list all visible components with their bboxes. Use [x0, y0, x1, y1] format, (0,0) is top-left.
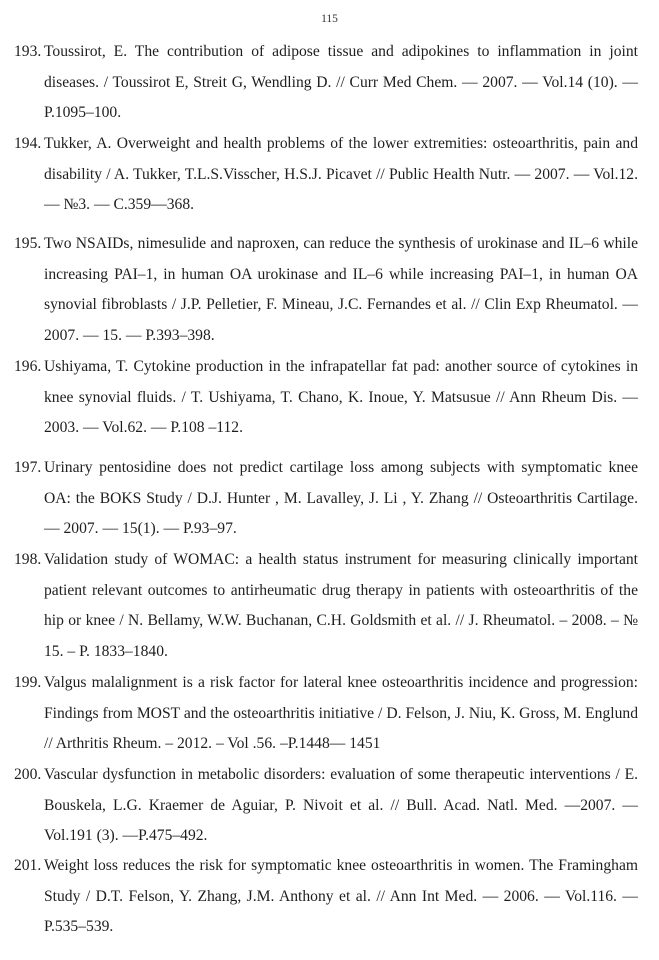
reference-number: 195.	[14, 235, 42, 252]
reference-number: 200.	[14, 766, 42, 783]
reference-193	[14, 37, 638, 129]
reference-198	[14, 545, 638, 667]
reference-text: Validation study of WOMAC: a health status instrument for measuring clinically important patient relevant outcomes to antirheumatic drug therapy in patients with osteoarthritis of the hip or knee / N. Bellamy, W.W. Buchanan, C.H. Goldsmith et al. // J. Rheumatol. – 2008. – № 15. – P. 1833–1840.	[44, 551, 638, 660]
reference-number: 193.	[14, 43, 42, 60]
reference-number: 196.	[14, 358, 42, 375]
reference-195	[14, 229, 638, 351]
reference-201	[14, 851, 638, 943]
reference-197	[14, 453, 638, 545]
reference-199	[14, 668, 638, 760]
reference-text: Tukker, A. Overweight and health problems of the lower extremities: osteoarthritis, pain and disability / A. Tukker, T.L.S.Visscher, H.S.J. Picavet // Public Health Nutr. — 2007. — Vol.12. — №3. — С.359—368.	[44, 135, 638, 213]
reference-200	[14, 760, 638, 852]
reference-text: Two NSAIDs, nimesulide and naproxen, can reduce the synthesis of urokinase and IL–6 while increasing PAI–1, in human OA urokinase and IL–6 while increasing PAI–1, in human OA synovial fibroblasts / J.P. Pelletier, F. Mineau, J.C. Fernandes et al. // Clin Exp Rheumatol. — 2007. — 15. — P.393–398.	[44, 235, 638, 344]
reference-number: 197.	[14, 459, 42, 476]
reference-196	[14, 352, 638, 444]
reference-number: 194.	[14, 135, 42, 152]
reference-text: Weight loss reduces the risk for symptomatic knee osteoarthritis in women. The Framingham Study / D.T. Felson, Y. Zhang, J.M. Anthony et al. // Ann Int Med. — 2006. — Vol.116. — P.535–539.	[44, 857, 638, 935]
reference-text: Urinary pentosidine does not predict cartilage loss among subjects with symptomatic knee OA: the BOKS Study / D.J. Hunter , M. Lavalley, J. Li , Y. Zhang // Osteoarthritis Cartilage. — 2007. — 15(1). — P.93–97.	[44, 459, 638, 537]
reference-text: Valgus malalignment is a risk factor for lateral knee osteoarthritis incidence and progression: Findings from MOST and the osteoarthritis initiative / D. Felson, J. Niu, K. Gross, M. Englund // Arthritis Rheum. – 2012. – Vol .56. –P.1448— 1451	[44, 674, 638, 752]
reference-194	[14, 129, 638, 221]
reference-number: 199.	[14, 674, 42, 691]
reference-number: 201.	[14, 857, 42, 874]
reference-text: Ushiyama, T. Cytokine production in the infrapatellar fat pad: another source of cytokines in knee synovial fluids. / T. Ushiyama, T. Chano, K. Inoue, Y. Matsusue // Ann Rheum Dis. — 2003. — Vol.62. — P.108 –112.	[44, 358, 638, 436]
reference-text: Toussirot, E. The contribution of adipose tissue and adipokines to inflammation in joint diseases. / Toussirot E, Streit G, Wendling D. // Curr Med Chem. — 2007. — Vol.14 (10). — P.1095–100.	[44, 43, 638, 121]
page-number: 115	[321, 13, 338, 25]
reference-number: 198.	[14, 551, 42, 568]
reference-text: Vascular dysfunction in metabolic disorders: evaluation of some therapeutic interventions / E. Bouskela, L.G. Kraemer de Aguiar, P. Nivoit et al. // Bull. Acad. Natl. Med. —2007. — Vol.191 (3). —P.475–492.	[44, 766, 638, 844]
